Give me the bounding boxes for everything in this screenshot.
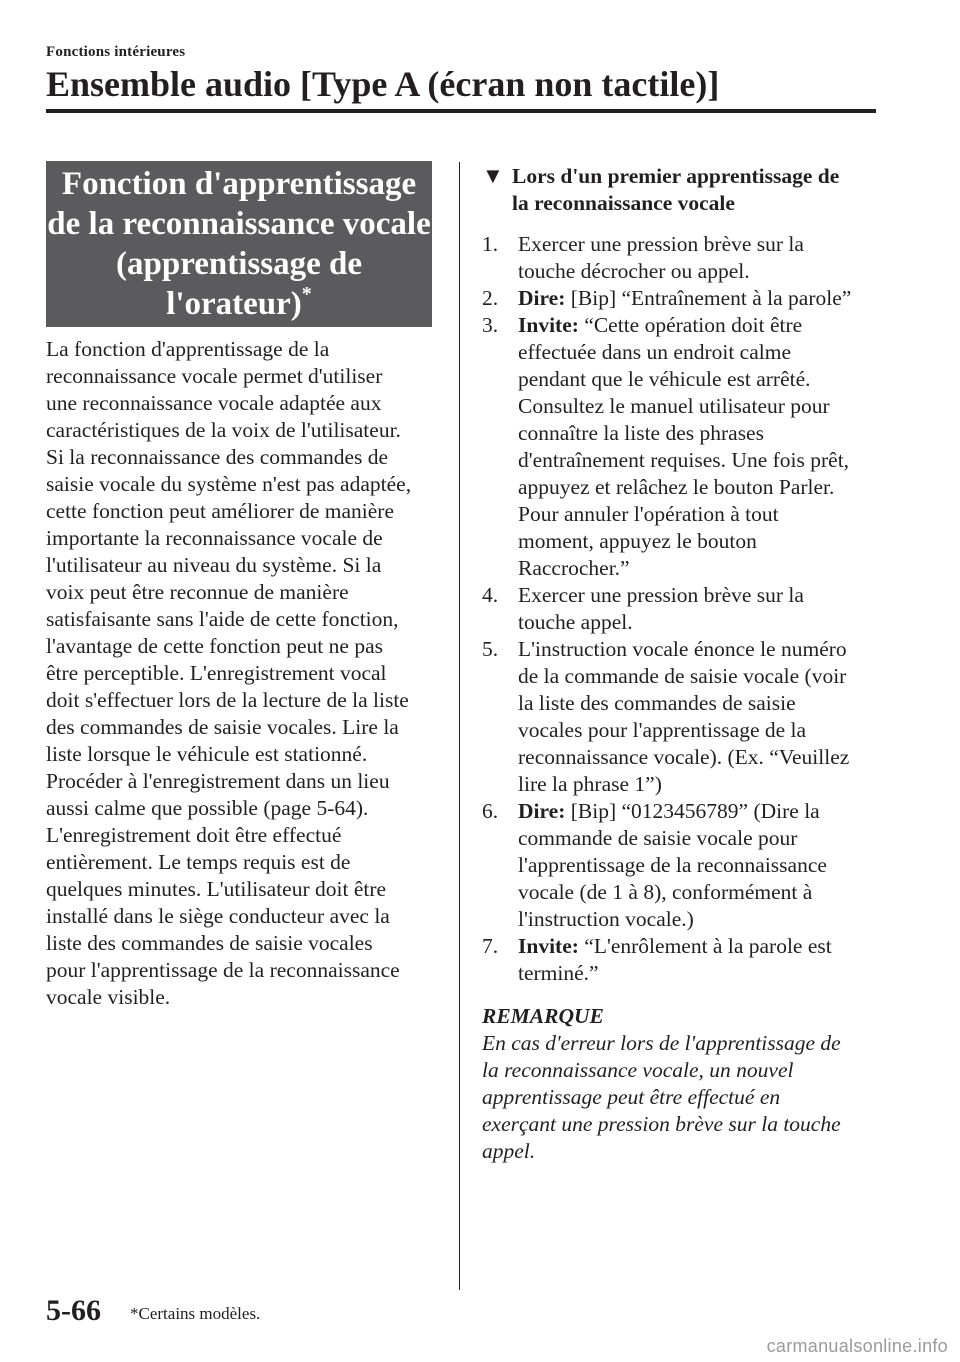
- section-heading: [46, 161, 432, 327]
- step-line: l'instruction vocale.): [518, 907, 694, 931]
- page-title: Ensemble audio [Type A (écran non tactile)]: [46, 64, 720, 104]
- page-number: 5-66: [46, 1294, 101, 1327]
- step-label: Invite:: [518, 313, 579, 337]
- intro-line: La fonction d'apprentissage de la: [46, 337, 330, 361]
- remark-line: la reconnaissance vocale, un nouvel: [482, 1058, 794, 1082]
- intro-line: saisie vocale du système n'est pas adaptée,: [46, 472, 412, 496]
- step-item: [482, 285, 902, 312]
- step-line: touche appel.: [518, 610, 633, 634]
- step-line: appuyez et relâchez le bouton Parler.: [518, 475, 835, 499]
- intro-line: être perceptible. L'enregistrement vocal: [46, 661, 387, 685]
- title-rule: [46, 109, 876, 113]
- heading-line: (apprentissage de: [116, 246, 362, 282]
- intro-line: installé dans le siège conducteur avec la: [46, 904, 390, 928]
- intro-line: satisfaisante sans l'aide de cette fonction,: [46, 607, 399, 631]
- step-line: Exercer une pression brève sur la: [518, 583, 804, 607]
- remark-note: [482, 1003, 902, 1165]
- heading-line: l'orateur): [166, 286, 302, 322]
- intro-line: aussi calme que possible (page 5-64).: [46, 796, 369, 820]
- remark-line: exerçant une pression brève sur la touche: [482, 1112, 841, 1136]
- intro-line: liste des commandes de saisie vocales: [46, 931, 373, 955]
- step-line: terminé.”: [518, 961, 599, 985]
- intro-line: des commandes de saisie vocales. Lire la: [46, 715, 399, 739]
- step-number: 5.: [482, 637, 499, 661]
- intro-line: liste lorsque le véhicule est stationné.: [46, 742, 368, 766]
- intro-line: reconnaissance vocale permet d'utiliser: [46, 364, 383, 388]
- step-line: Pour annuler l'opération à tout: [518, 502, 779, 526]
- step-line: vocales pour l'apprentissage de la: [518, 718, 807, 742]
- step-item: [482, 933, 902, 987]
- remark-line: appel.: [482, 1139, 536, 1163]
- step-line: lire la phrase 1”): [518, 772, 662, 796]
- step-line: “Cette opération doit être: [578, 313, 803, 337]
- subsection-line: la reconnaissance vocale: [512, 191, 735, 215]
- step-line: d'entraînement requises. Une fois prêt,: [518, 448, 850, 472]
- remark-line: apprentissage peut être effectué en: [482, 1085, 781, 1109]
- step-line: commande de saisie vocale pour: [518, 826, 798, 850]
- intro-line: importante la reconnaissance vocale de: [46, 526, 383, 550]
- intro-line: entièrement. Le temps requis est de: [46, 850, 351, 874]
- step-number: 1.: [482, 232, 499, 256]
- triangle-down-icon: ▼: [482, 163, 504, 188]
- step-item: [482, 798, 902, 933]
- step-item: [482, 231, 902, 285]
- remark-line: En cas d'erreur lors de l'apprentissage de: [482, 1031, 841, 1055]
- intro-line: caractéristiques de la voix de l'utilisateur.: [46, 418, 401, 442]
- step-line: vocale (de 1 à 8), conformément à: [518, 880, 813, 904]
- step-line: de la commande de saisie vocale (voir: [518, 664, 847, 688]
- step-line: “L'enrôlement à la parole est: [578, 934, 832, 958]
- intro-line: voix peut être reconnue de manière: [46, 580, 349, 604]
- step-line: la liste des commandes de saisie: [518, 691, 796, 715]
- step-line: [Bip] “Entraînement à la parole”: [565, 286, 852, 310]
- step-number: 3.: [482, 313, 499, 337]
- step-label: Invite:: [518, 934, 579, 958]
- step-line: l'apprentissage de la reconnaissance: [518, 853, 827, 877]
- intro-line: L'enregistrement doit être effectué: [46, 823, 342, 847]
- intro-line: l'avantage de cette fonction peut ne pas: [46, 634, 383, 658]
- subsection-line: Lors d'un premier apprentissage de: [512, 164, 840, 188]
- watermark: carmanualsonline.info: [766, 1336, 948, 1356]
- step-label: Dire:: [518, 799, 566, 823]
- intro-line: l'utilisateur au niveau du système. Si la: [46, 553, 382, 577]
- intro-line: une reconnaissance vocale adaptée aux: [46, 391, 382, 415]
- subsection-heading: [482, 162, 902, 217]
- step-number: 6.: [482, 799, 499, 823]
- step-number: 2.: [482, 286, 499, 310]
- remark-title: REMARQUE: [482, 1004, 604, 1028]
- intro-paragraph: [46, 336, 442, 1011]
- step-line: Consultez le manuel utilisateur pour: [518, 394, 830, 418]
- intro-line: cette fonction peut améliorer de manière: [46, 499, 395, 523]
- footnote: *Certains modèles.: [130, 1304, 261, 1323]
- footnote-asterisk: *: [301, 283, 312, 305]
- step-line: Raccrocher.”: [518, 556, 630, 580]
- intro-line: pour l'apprentissage de la reconnaissance: [46, 958, 400, 982]
- step-line: L'instruction vocale énonce le numéro: [518, 637, 847, 661]
- heading-line: Fonction d'apprentissage: [61, 166, 417, 202]
- step-line: [Bip] “0123456789” (Dire la: [565, 799, 820, 823]
- intro-line: vocale visible.: [46, 985, 171, 1009]
- column-divider: [459, 162, 460, 1290]
- steps-list: [482, 231, 902, 987]
- step-line: connaître la liste des phrases: [518, 421, 764, 445]
- step-number: 4.: [482, 583, 499, 607]
- step-line: pendant que le véhicule est arrêté.: [518, 367, 811, 391]
- intro-line: Si la reconnaissance des commandes de: [46, 445, 389, 469]
- section-label: Fonctions intérieures: [46, 44, 186, 60]
- step-line: effectuée dans un endroit calme: [518, 340, 792, 364]
- procedure-column: [482, 162, 902, 1165]
- step-line: Exercer une pression brève sur la: [518, 232, 804, 256]
- step-item: [482, 582, 902, 636]
- intro-line: doit s'effectuer lors de la lecture de la liste: [46, 688, 409, 712]
- step-item: [482, 636, 902, 798]
- intro-line: Procéder à l'enregistrement dans un lieu: [46, 769, 390, 793]
- step-line: reconnaissance vocale). (Ex. “Veuillez: [518, 745, 850, 769]
- step-line: touche décrocher ou appel.: [518, 259, 750, 283]
- intro-line: quelques minutes. L'utilisateur doit être: [46, 877, 387, 901]
- step-line: moment, appuyez le bouton: [518, 529, 757, 553]
- step-item: [482, 312, 902, 582]
- step-label: Dire:: [518, 286, 566, 310]
- heading-line: de la reconnaissance vocale: [47, 206, 431, 242]
- step-number: 7.: [482, 934, 499, 958]
